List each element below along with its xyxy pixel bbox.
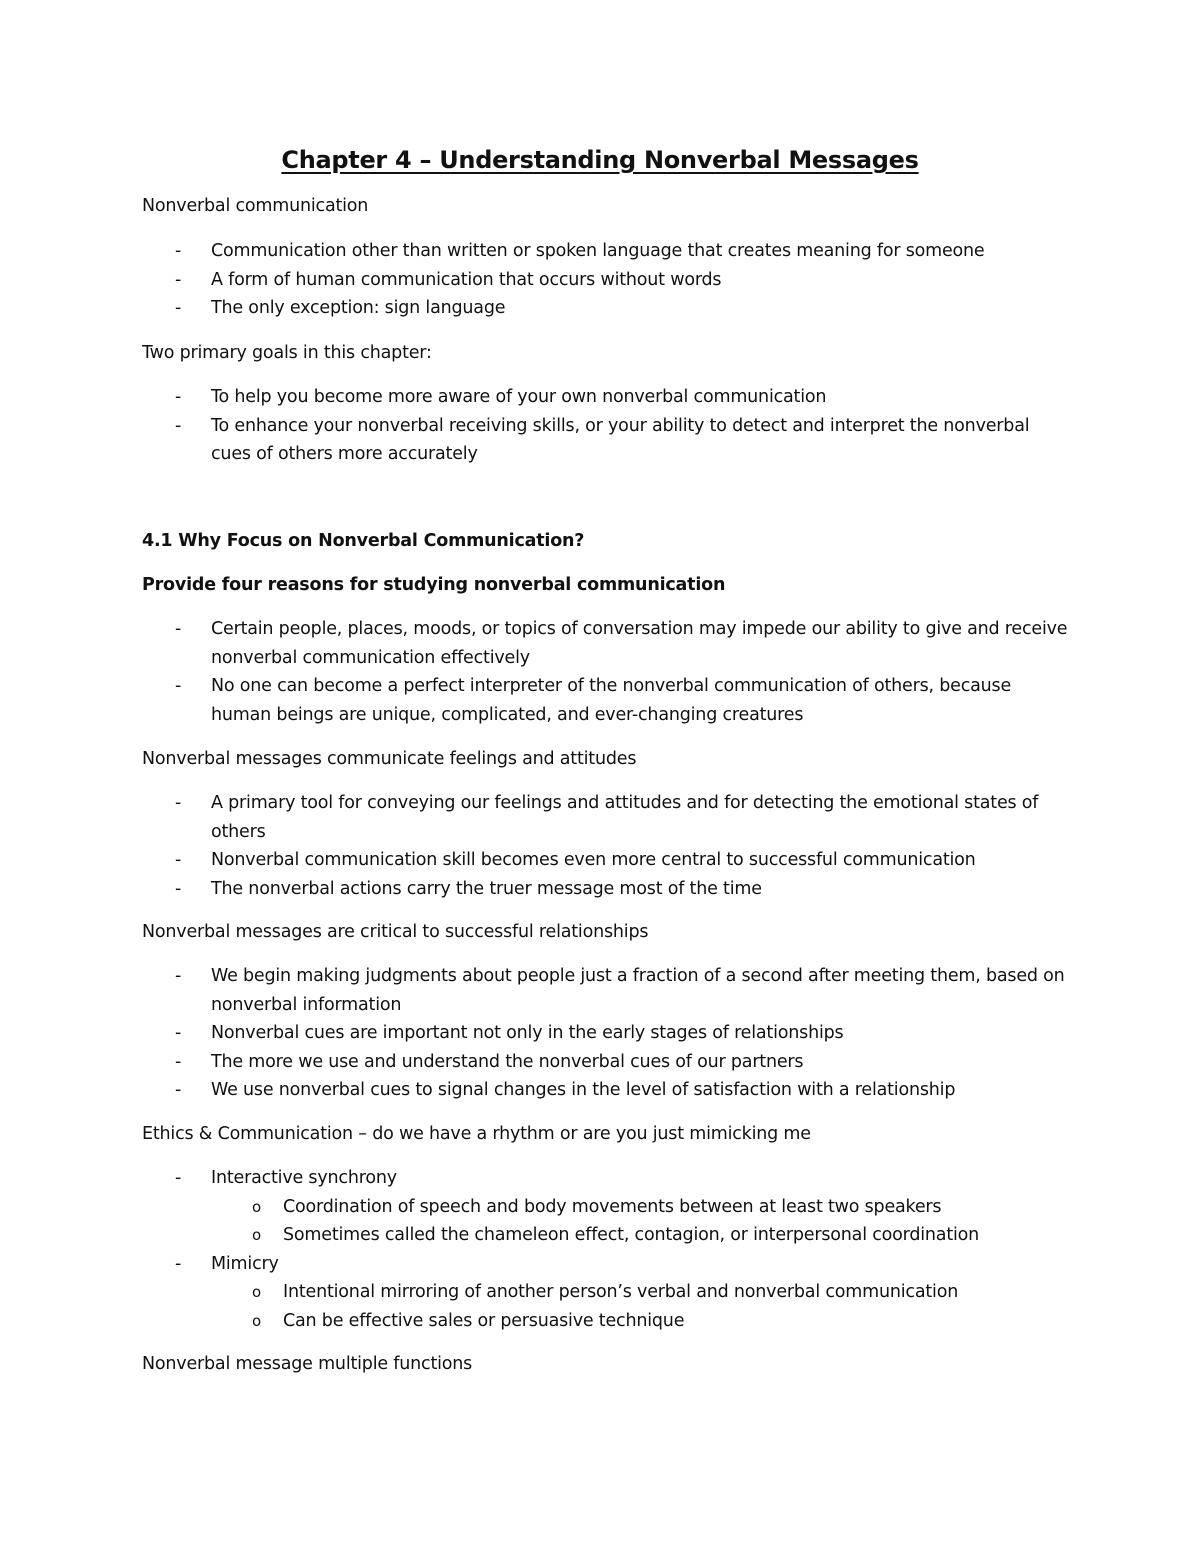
list-item: - Interactive synchrony bbox=[175, 1168, 397, 1188]
sub-list-item: o Can be effective sales or persuasive technique bbox=[252, 1310, 685, 1331]
list-feelings bbox=[0, 789, 1200, 903]
paragraph-ethics-communication: Ethics & Communication – do we have a rhythm or are you just mimicking me bbox=[142, 1124, 811, 1144]
list-item: - Mimicry bbox=[175, 1253, 279, 1274]
list-item: - A primary tool for conveying our feelings and attitudes and for detecting the emotional states of others bbox=[175, 793, 1039, 842]
list-item: - No one can become a perfect interpreter of the nonverbal communication of others, because human beings are unique, complicated, and ever-changing creatures bbox=[175, 676, 1012, 725]
list-item: - We begin making judgments about people just a fraction of a second after meeting them, based on nonverbal information bbox=[175, 966, 1065, 1015]
list-definitions bbox=[0, 237, 1200, 323]
section-heading-4-1: 4.1 Why Focus on Nonverbal Communication? bbox=[142, 531, 585, 551]
paragraph-multiple-functions: Nonverbal message multiple functions bbox=[142, 1354, 473, 1374]
sub-list-item: o Intentional mirroring of another person’s verbal and nonverbal communication bbox=[252, 1282, 959, 1302]
list-reasons bbox=[0, 615, 1200, 729]
list-item: - A form of human communication that occurs without words bbox=[175, 269, 722, 290]
sub-list-item: o Coordination of speech and body movements between at least two speakers bbox=[252, 1196, 942, 1217]
list-item: - Certain people, places, moods, or topics of conversation may impede our ability to give and receive nonverbal communication effectively bbox=[175, 619, 1068, 668]
page-title: Chapter 4 – Understanding Nonverbal Messages bbox=[281, 146, 919, 174]
list-item: - Communication other than written or spoken language that creates meaning for someone bbox=[175, 241, 985, 261]
list-relationships bbox=[0, 962, 1200, 1105]
paragraph-feelings-attitudes: Nonverbal messages communicate feelings and attitudes bbox=[142, 749, 637, 769]
paragraph-relationships: Nonverbal messages are critical to successful relationships bbox=[142, 922, 649, 942]
list-goals bbox=[0, 383, 1200, 469]
section-subheading-reasons: Provide four reasons for studying nonverbal communication bbox=[142, 575, 726, 595]
list-ethics bbox=[0, 1164, 1200, 1335]
list-item: - We use nonverbal cues to signal changes in the level of satisfaction with a relationship bbox=[175, 1080, 956, 1100]
list-item: - To enhance your nonverbal receiving skills, or your ability to detect and interpret the nonverbal cues of others more accurately bbox=[175, 415, 1030, 464]
list-item: - The nonverbal actions carry the truer message most of the time bbox=[175, 878, 762, 899]
list-item: - Nonverbal cues are important not only in the early stages of relationships bbox=[175, 1023, 844, 1043]
list-item: - To help you become more aware of your own nonverbal communication bbox=[175, 387, 827, 407]
list-item: - The more we use and understand the nonverbal cues of our partners bbox=[175, 1051, 804, 1072]
list-item: - Nonverbal communication skill becomes even more central to successful communication bbox=[175, 850, 976, 870]
list-item: - The only exception: sign language bbox=[175, 298, 506, 318]
sub-list-item: o Sometimes called the chameleon effect, contagion, or interpersonal coordination bbox=[252, 1225, 980, 1245]
paragraph-primary-goals: Two primary goals in this chapter: bbox=[142, 343, 432, 363]
paragraph-nonverbal-communication: Nonverbal communication bbox=[142, 196, 369, 216]
